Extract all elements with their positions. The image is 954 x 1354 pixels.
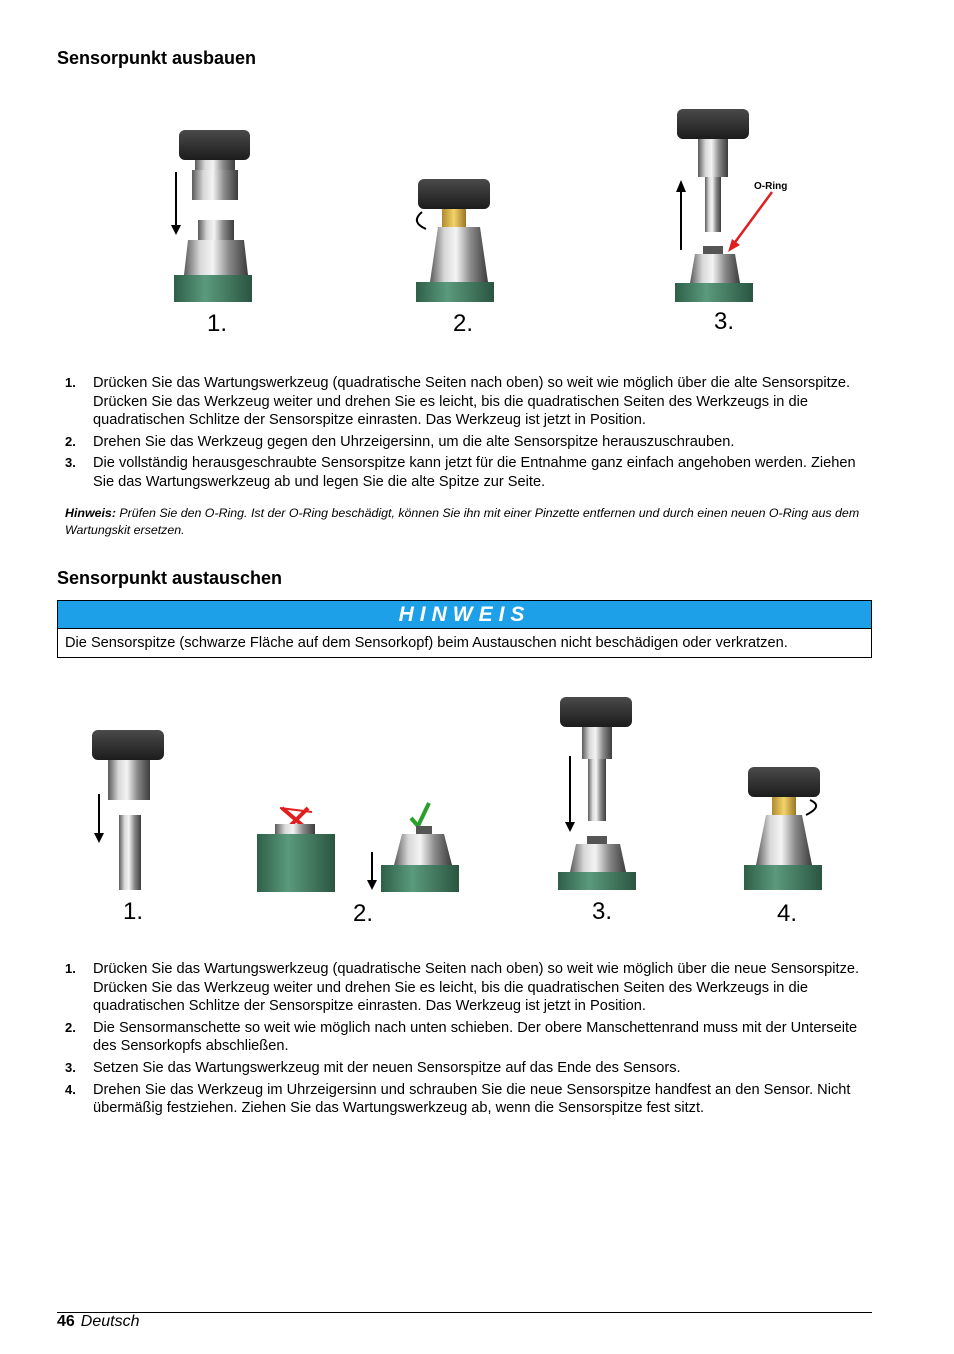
rotate-ccw-arrow — [417, 212, 426, 229]
sensor-body — [381, 865, 459, 892]
step2-illustration — [416, 179, 494, 302]
correct-icon — [411, 803, 429, 826]
figure1-step-label: 3. — [714, 308, 735, 335]
rotate-cw-arrow — [806, 800, 816, 815]
notice-text: Die Sensorspitze (schwarze Fläche auf dem Sensorkopf) beim Austauschen nicht beschädigen oder verkratzen. — [65, 635, 788, 651]
tool-knob — [560, 697, 632, 727]
step2-illustration — [257, 803, 459, 892]
page-footer — [57, 1313, 140, 1331]
remove-steps-list — [57, 374, 872, 495]
figure2-step-label: 3. — [592, 898, 613, 925]
step4-illustration — [744, 767, 822, 890]
sensor-body — [416, 282, 494, 302]
tool-knob — [92, 730, 164, 760]
notice-heading: HINWEIS — [58, 601, 871, 629]
o-ring-arrow — [733, 192, 772, 245]
list-item: 2. Drehen Sie das Werkzeug gegen den Uhrzeigersinn, um die alte Sensorspitze herauszuschrauben. — [65, 433, 735, 450]
step3-illustration — [558, 697, 636, 890]
sensor-body — [675, 283, 753, 302]
list-item: 3. Setzen Sie das Wartungswerkzeug mit der neuen Sensorspitze auf das Ende des Sensors. — [65, 1059, 681, 1076]
page-number: 46 — [57, 1313, 75, 1330]
sensor-body — [558, 872, 636, 890]
list-item: 3. Die vollständig herausgeschraubte Sensorspitze kann jetzt für die Entnahme ganz einfach angehoben werden. Ziehen Sie das Wartungswerkzeug ab und legen Sie die alte Spitze zur Seite. — [65, 455, 856, 490]
tool-knob — [418, 179, 490, 209]
figure2-step-label: 2. — [353, 900, 374, 927]
sensor-tip — [119, 815, 141, 890]
step3-illustration — [675, 109, 787, 302]
list-item: 2. Die Sensormanschette so weit wie möglich nach unten schieben. Der obere Manschettenrand muss mit der Unterseite des Sensorkopfs abschließen. — [65, 1019, 858, 1055]
step1-illustration — [92, 730, 164, 890]
figure1-step-label: 1. — [207, 310, 228, 337]
sensor-tip — [705, 177, 721, 232]
tool-knob — [179, 130, 250, 160]
footer-rule — [57, 1312, 872, 1313]
step1-illustration — [171, 130, 252, 302]
o-ring-label: O-Ring — [754, 181, 788, 192]
list-item: 1. Drücken Sie das Wartungswerkzeug (quadratische Seiten nach oben) so weit wie möglich über die neue Sensorspitze. Drücken Sie das Werkzeug weiter und drehen Sie es leicht, bis die quadratischen Seiten des Werkzeugs in die quadratischen Schlitze der Sensorspitze einrasten. Das Werkzeug ist jetzt in Position. — [65, 961, 860, 1015]
tool-hex-socket — [108, 760, 150, 800]
replace-steps-list — [57, 960, 872, 1121]
tool-hex-socket — [192, 170, 238, 200]
notice-box — [57, 600, 872, 658]
footer-language: Deutsch — [80, 1313, 140, 1330]
sensor-body — [257, 834, 335, 892]
tool-knob — [677, 109, 749, 139]
tool-knob — [748, 767, 820, 797]
figure-replace-tip — [80, 690, 840, 900]
section-title-remove: Sensorpunkt ausbauen — [57, 48, 257, 68]
figure2-step-label: 4. — [777, 900, 798, 927]
o-ring-note: Hinweis: Prüfen Sie den O-Ring. Ist der O-Ring beschädigt, können Sie ihn mit einer Pinzette entfernen und durch einen neuen O-Ring aus dem Wartungskit ersetzen. — [65, 506, 860, 537]
sensor-body — [174, 275, 252, 302]
sensor-tip — [198, 220, 234, 240]
list-item: 4. Drehen Sie das Werkzeug im Uhrzeigersinn und schrauben Sie die neue Sensorspitze handfest an den Sensor. Nicht übermäßig festziehen. Ziehen Sie das Wartungswerkzeug ab, wenn die Sensorspitze fest sitzt. — [65, 1081, 851, 1117]
figure2-step-label: 1. — [123, 898, 144, 925]
sensor-tip — [588, 759, 606, 821]
sensor-body — [744, 865, 822, 890]
figure-remove-tip — [150, 100, 800, 345]
list-item: 1. Drücken Sie das Wartungswerkzeug (quadratische Seiten nach oben) so weit wie möglich über die alte Sensorspitze. Drücken Sie das Werkzeug weiter und drehen Sie es leicht, bis die quadratischen Seiten des Werkzeugs in die quadratischen Schlitze der Sensorspitze einrasten. Das Werkzeug ist jetzt in Position. — [65, 375, 851, 429]
section-title-replace: Sensorpunkt austauschen — [57, 568, 283, 588]
figure1-step-label: 2. — [453, 310, 474, 337]
